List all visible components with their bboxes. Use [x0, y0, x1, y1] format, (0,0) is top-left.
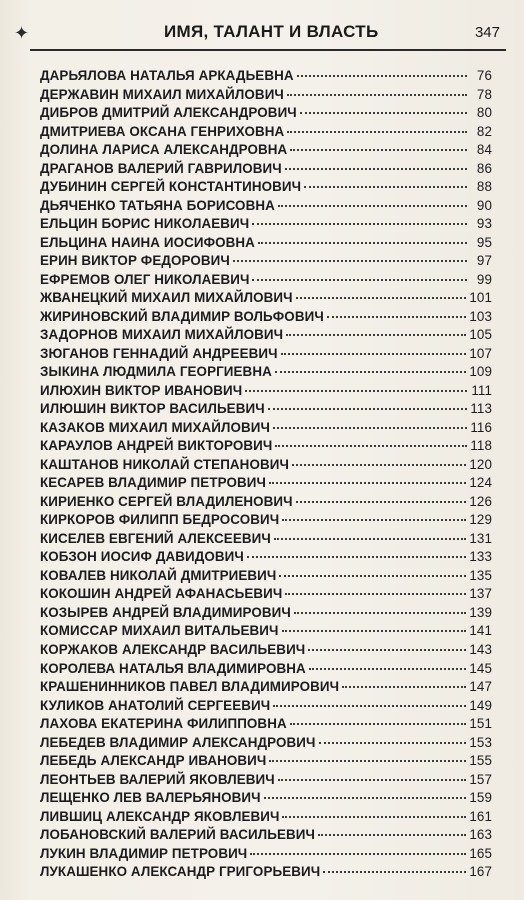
toc-entry	[40, 864, 492, 883]
toc-entry	[40, 809, 492, 828]
toc-entry-page: 78	[476, 86, 492, 102]
toc-entry-name: ЖИРИНОВСКИЙ ВЛАДИМИР ВОЛЬФОВИЧ	[40, 308, 324, 324]
toc-entry	[40, 549, 492, 568]
table-of-contents	[40, 68, 492, 883]
toc-entry-name: ЕЛЬЦИНА НАИНА ИОСИФОВНА	[40, 234, 255, 250]
toc-entry-name: ДРАГАНОВ ВАЛЕРИЙ ГАВРИЛОВИЧ	[40, 160, 282, 176]
toc-entry-page: 88	[476, 179, 492, 195]
toc-entry-page: 165	[469, 845, 492, 861]
toc-entry-name: КОРОЛЕВА НАТАЛЬЯ ВЛАДИМИРОВНА	[40, 660, 306, 676]
dot-leader	[327, 316, 467, 318]
toc-entry	[40, 401, 492, 420]
running-header	[14, 22, 514, 48]
toc-entry-page: 129	[469, 512, 492, 528]
dot-leader	[309, 668, 467, 670]
toc-entry-name: КИРИЕНКО СЕРГЕЙ ВЛАДИЛЕНОВИЧ	[40, 493, 293, 509]
dot-leader	[304, 186, 467, 188]
toc-entry	[40, 179, 492, 198]
toc-entry-page: 149	[469, 697, 492, 713]
toc-entry-name: КОРЖАКОВ АЛЕКСАНДР ВАСИЛЬЕВИЧ	[40, 641, 306, 657]
toc-entry-name: КАЗАКОВ МИХАИЛ МИХАЙЛОВИЧ	[40, 419, 271, 435]
dot-leader	[318, 834, 466, 836]
toc-entry	[40, 327, 492, 346]
toc-entry	[40, 772, 492, 791]
toc-entry	[40, 512, 492, 531]
toc-entry-name: ЗЫКИНА ЛЮДМИЛА ГЕОРГИЕВНА	[40, 364, 272, 380]
toc-entry-page: 143	[469, 641, 492, 657]
toc-entry	[40, 68, 492, 87]
toc-entry	[40, 790, 492, 809]
toc-entry-page: 137	[469, 586, 492, 602]
toc-entry-name: ЛЕБЕДЕВ ВЛАДИМИР АЛЕКСАНДРОВИЧ	[40, 734, 316, 750]
toc-entry	[40, 568, 492, 587]
toc-entry-name: КОКОШИН АНДРЕЙ АФАНАСЬЕВИЧ	[40, 586, 283, 602]
toc-entry-name: ДИБРОВ ДМИТРИЙ АЛЕКСАНДРОВИЧ	[40, 105, 297, 121]
dot-leader	[290, 723, 467, 725]
toc-entry-name: КОВАЛЕВ НИКОЛАЙ ДМИТРИЕВИЧ	[40, 567, 277, 583]
toc-entry	[40, 679, 492, 698]
dot-leader	[258, 242, 467, 244]
dot-leader	[292, 464, 466, 466]
ornament-icon: ✦	[14, 23, 30, 43]
toc-entry-name: КИСЕЛЕВ ЕВГЕНИЙ АЛЕКСЕЕВИЧ	[40, 530, 271, 546]
toc-entry-page: 80	[476, 105, 492, 121]
toc-entry-name: ЛИВШИЦ АЛЕКСАНДР ЯКОВЛЕВИЧ	[40, 808, 280, 824]
toc-entry-page: 135	[469, 567, 492, 583]
toc-entry-name: ЗАДОРНОВ МИХАИЛ МИХАЙЛОВИЧ	[40, 327, 284, 343]
toc-entry	[40, 216, 492, 235]
toc-entry-name: ЛУКАШЕНКО АЛЕКСАНДР ГРИГОРЬЕВИЧ	[40, 864, 321, 880]
dot-leader	[285, 168, 467, 170]
dot-leader	[268, 408, 467, 410]
toc-entry-name: ДУБИНИН СЕРГЕЙ КОНСТАНТИНОВИЧ	[40, 179, 302, 195]
dot-leader	[278, 779, 467, 781]
toc-entry	[40, 586, 492, 605]
toc-entry	[40, 290, 492, 309]
toc-entry	[40, 716, 492, 735]
toc-entry-page: 97	[476, 253, 492, 269]
toc-entry-name: КЕСАРЕВ ВЛАДИМИР ПЕТРОВИЧ	[40, 475, 266, 491]
toc-entry	[40, 827, 492, 846]
toc-entry-name: КИРКОРОВ ФИЛИПП БЕДРОСОВИЧ	[40, 512, 280, 528]
dot-leader	[342, 686, 466, 688]
toc-entry-name: ЕЛЬЦИН БОРИС НИКОЛАЕВИЧ	[40, 216, 250, 232]
toc-entry-page: 161	[469, 808, 492, 824]
toc-entry-page: 99	[476, 271, 492, 287]
toc-entry-page: 124	[469, 475, 492, 491]
toc-entry-page: 86	[476, 160, 492, 176]
toc-entry-page: 95	[476, 234, 492, 250]
toc-entry-name: ДМИТРИЕВА ОКСАНА ГЕНРИХОВНА	[40, 123, 285, 139]
dot-leader	[233, 260, 467, 262]
dot-leader	[252, 279, 467, 281]
dot-leader	[273, 705, 466, 707]
toc-entry-name: ЕРИН ВИКТОР ФЕДОРОВИЧ	[40, 253, 230, 269]
toc-entry-page: 120	[469, 456, 492, 472]
toc-entry-name: ДОЛИНА ЛАРИСА АЛЕКСАНДРОВНА	[40, 142, 288, 158]
toc-entry-page: 113	[470, 401, 492, 417]
dot-leader	[297, 75, 467, 77]
toc-entry	[40, 383, 492, 402]
dot-leader	[245, 390, 467, 392]
page-number: 347	[474, 24, 500, 41]
dot-leader	[282, 630, 467, 632]
dot-leader	[278, 205, 467, 207]
dot-leader	[269, 760, 466, 762]
toc-entry-name: КОМИССАР МИХАИЛ ВИТАЛЬЕВИЧ	[40, 623, 279, 639]
dot-leader	[294, 612, 466, 614]
toc-entry	[40, 642, 492, 661]
dot-leader	[269, 482, 466, 484]
toc-entry-page: 107	[469, 345, 492, 361]
toc-entry-page: 139	[469, 604, 492, 620]
dot-leader	[323, 871, 466, 873]
toc-entry-page: 84	[476, 142, 492, 158]
toc-entry-page: 147	[469, 679, 492, 695]
dot-leader	[308, 649, 466, 651]
toc-entry-name: ЛЕБЕДЬ АЛЕКСАНДР ИВАНОВИЧ	[40, 753, 267, 769]
dot-leader	[275, 371, 466, 373]
toc-entry-page: 101	[469, 290, 492, 306]
toc-entry-name: КОБЗОН ИОСИФ ДАВИДОВИЧ	[40, 549, 244, 565]
toc-entry-name: ЛУКИН ВЛАДИМИР ПЕТРОВИЧ	[40, 845, 248, 861]
toc-entry-page: 159	[469, 790, 492, 806]
toc-entry-name: КАШТАНОВ НИКОЛАЙ СТЕПАНОВИЧ	[40, 456, 289, 472]
toc-entry-page: 145	[469, 660, 492, 676]
toc-entry-name: ЛАХОВА ЕКАТЕРИНА ФИЛИППОВНА	[40, 716, 287, 732]
toc-entry-page: 131	[469, 530, 492, 546]
toc-entry-page: 82	[476, 123, 492, 139]
toc-entry-page: 109	[469, 364, 492, 380]
toc-entry-page: 118	[470, 438, 492, 454]
toc-entry-page: 90	[476, 197, 492, 213]
toc-entry-name: ИЛЮХИН ВИКТОР ИВАНОВИЧ	[40, 382, 243, 398]
toc-entry	[40, 364, 492, 383]
toc-entry	[40, 623, 492, 642]
toc-entry-page: 103	[469, 308, 492, 324]
toc-entry	[40, 198, 492, 217]
dot-leader	[287, 131, 467, 133]
toc-entry	[40, 698, 492, 717]
toc-entry	[40, 661, 492, 680]
toc-entry-name: КОЗЫРЕВ АНДРЕЙ ВЛАДИМИРОВИЧ	[40, 604, 291, 620]
dot-leader	[319, 742, 467, 744]
dot-leader	[282, 519, 466, 521]
dot-leader	[252, 223, 467, 225]
toc-entry-page: 151	[469, 716, 492, 732]
toc-entry	[40, 309, 492, 328]
toc-entry-name: ЛОБАНОВСКИЙ ВАЛЕРИЙ ВАСИЛЬЕВИЧ	[40, 827, 316, 843]
toc-entry	[40, 272, 492, 291]
toc-entry	[40, 346, 492, 365]
dot-leader	[300, 112, 467, 114]
toc-entry-name: ДЕРЖАВИН МИХАИЛ МИХАЙЛОВИЧ	[40, 86, 284, 102]
toc-entry	[40, 142, 492, 161]
toc-entry-name: ЖВАНЕЦКИЙ МИХАИЛ МИХАЙЛОВИЧ	[40, 290, 293, 306]
dot-leader	[279, 575, 466, 577]
toc-entry-name: ДАРЬЯЛОВА НАТАЛЬЯ АРКАДЬЕВНА	[40, 68, 294, 83]
dot-leader	[287, 94, 467, 96]
toc-entry	[40, 438, 492, 457]
toc-entry	[40, 105, 492, 124]
toc-entry	[40, 605, 492, 624]
toc-entry-page: 133	[469, 549, 492, 565]
toc-entry-name: ЕФРЕМОВ ОЛЕГ НИКОЛАЕВИЧ	[40, 271, 250, 287]
dot-leader	[264, 797, 467, 799]
dot-leader	[285, 593, 466, 595]
dot-leader	[274, 538, 466, 540]
toc-entry	[40, 253, 492, 272]
dot-leader	[286, 334, 466, 336]
dot-leader	[296, 501, 467, 503]
toc-entry	[40, 457, 492, 476]
toc-entry	[40, 124, 492, 143]
toc-entry	[40, 531, 492, 550]
toc-entry-page: 163	[469, 827, 492, 843]
header-rule	[30, 49, 506, 51]
toc-entry-page: 167	[469, 864, 492, 880]
toc-entry-page: 157	[469, 771, 492, 787]
toc-entry	[40, 475, 492, 494]
toc-entry	[40, 735, 492, 754]
toc-entry-page: 116	[470, 419, 492, 435]
toc-entry-name: ДЬЯЧЕНКО ТАТЬЯНА БОРИСОВНА	[40, 197, 275, 213]
toc-entry-page: 76	[476, 68, 492, 83]
toc-entry-name: ИЛЮШИН ВИКТОР ВАСИЛЬЕВИЧ	[40, 401, 265, 417]
dot-leader	[290, 149, 467, 151]
toc-entry-name: КУЛИКОВ АНАТОЛИЙ СЕРГЕЕВИЧ	[40, 697, 271, 713]
toc-entry-name: КРАШЕНИННИКОВ ПАВЕЛ ВЛАДИМИРОВИЧ	[40, 679, 340, 695]
dot-leader	[250, 853, 466, 855]
toc-entry-name: ЗЮГАНОВ ГЕННАДИЙ АНДРЕЕВИЧ	[40, 345, 278, 361]
toc-entry-name: ЛЕОНТЬЕВ ВАЛЕРИЙ ЯКОВЛЕВИЧ	[40, 771, 275, 787]
toc-entry-page: 111	[471, 382, 492, 398]
toc-entry-name: КАРАУЛОВ АНДРЕЙ ВИКТОРОВИЧ	[40, 438, 273, 454]
toc-entry	[40, 420, 492, 439]
dot-leader	[273, 427, 467, 429]
toc-entry	[40, 161, 492, 180]
toc-entry	[40, 87, 492, 106]
toc-entry-page: 141	[469, 623, 492, 639]
dot-leader	[282, 816, 466, 818]
toc-entry-page: 153	[469, 734, 492, 750]
running-title: ИМЯ, ТАЛАНТ И ВЛАСТЬ	[164, 22, 379, 41]
toc-entry-page: 126	[469, 493, 492, 509]
toc-entry	[40, 753, 492, 772]
dot-leader	[247, 556, 466, 558]
toc-entry	[40, 846, 492, 865]
toc-entry-page: 155	[469, 753, 492, 769]
toc-entry-name: ЛЕЩЕНКО ЛЕВ ВАЛЕРЬЯНОВИЧ	[40, 790, 261, 806]
dot-leader	[296, 297, 467, 299]
toc-entry	[40, 494, 492, 513]
toc-entry-page: 93	[476, 216, 492, 232]
toc-entry-page: 105	[469, 327, 492, 343]
dot-leader	[275, 445, 467, 447]
toc-entry	[40, 235, 492, 254]
dot-leader	[281, 353, 467, 355]
